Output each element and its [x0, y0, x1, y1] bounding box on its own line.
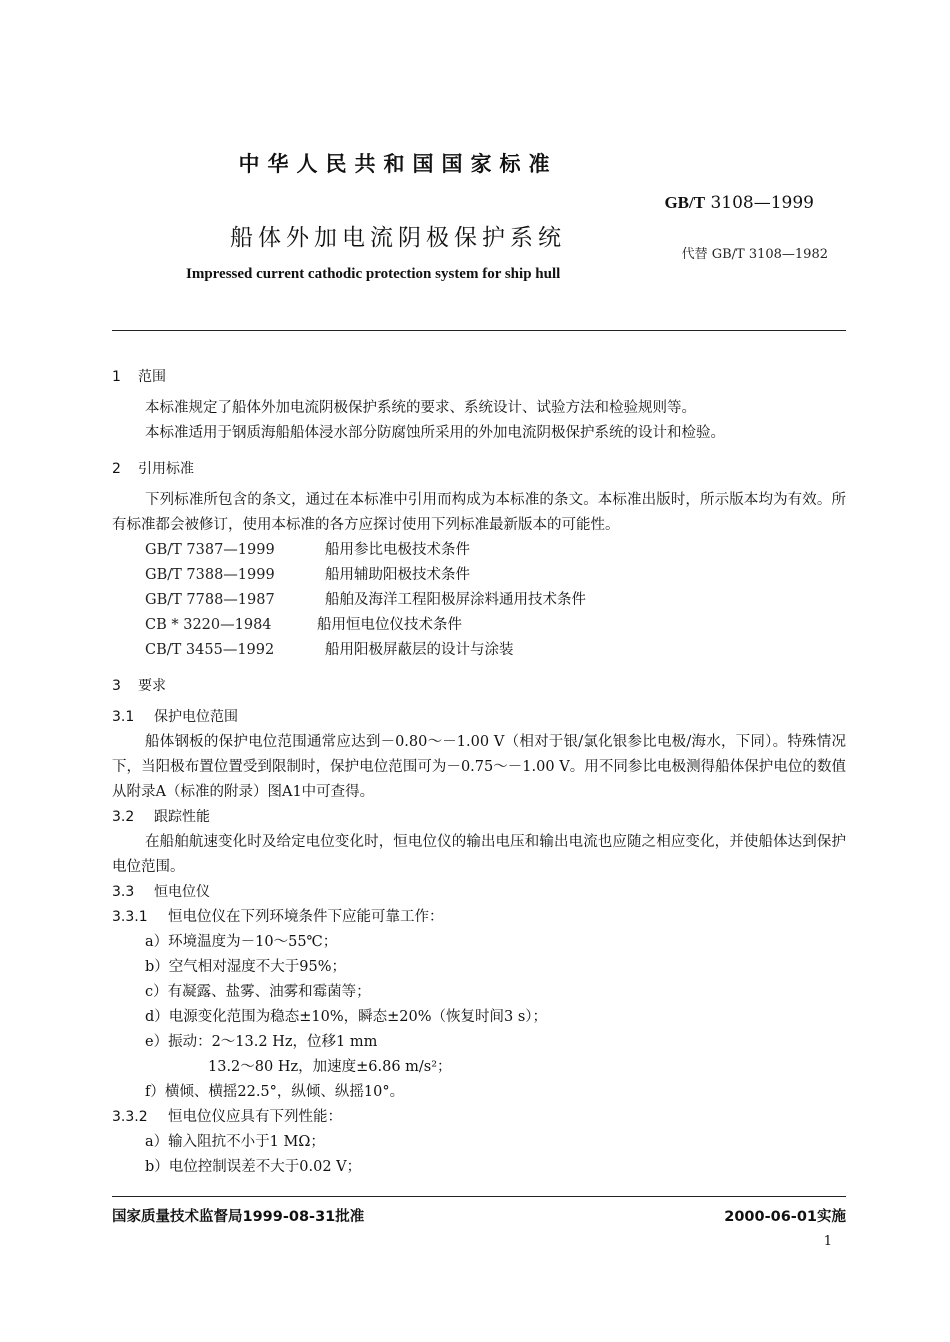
- paragraph: 本标准适用于钢质海船船体浸水部分防腐蚀所采用的外加电流阴极保护系统的设计和检验。: [145, 425, 725, 441]
- section-heading-normative-references: [112, 456, 846, 482]
- standard-code: 3108—1999: [710, 193, 814, 213]
- document-body: [112, 360, 846, 1180]
- reference-code: GB/T 7388—1999: [145, 567, 275, 583]
- footer-divider: [112, 1196, 846, 1197]
- clause-title: 恒电位仪在下列环境条件下应能可靠工作：: [168, 909, 444, 925]
- list-item: a）环境温度为－10～55℃；: [145, 934, 338, 950]
- national-standard-heading: 中华人民共和国国家标准: [238, 152, 558, 176]
- section-heading-scope: [112, 364, 846, 390]
- reference-item: [112, 638, 846, 663]
- subsection-number: 3.3: [112, 884, 135, 900]
- subsection-number: 3.1: [112, 709, 135, 725]
- list-item-continuation: 13.2～80 Hz，加速度±6.86 m/s²；: [208, 1059, 452, 1075]
- replaces-standard: 代替 GB/T 3108—1982: [681, 247, 828, 262]
- reference-code: CB * 3220—1984: [145, 617, 272, 633]
- subsection-number: 3.2: [112, 809, 135, 825]
- subsection-title: 跟踪性能: [154, 809, 210, 825]
- effective-date: 2000-06-01实施: [724, 1209, 846, 1225]
- english-title: Impressed current cathodic protection system for ship hull: [186, 266, 561, 282]
- subsection-heading: [112, 705, 846, 730]
- list-item: b）电位控制误差不大于0.02 V；: [145, 1159, 362, 1175]
- reference-title: 船用辅助阳极技术条件: [325, 567, 470, 583]
- subsection-title: 保护电位范围: [154, 709, 238, 725]
- list-item: c）有凝露、盐雾、油雾和霉菌等；: [145, 984, 371, 1000]
- list-item: d）电源变化范围为稳态±10%，瞬态±20%（恢复时间3 s）；: [145, 1009, 548, 1025]
- list-item: f）横倾、横摇22.5°，纵倾、纵摇10°。: [145, 1084, 405, 1100]
- section-number: 3: [112, 678, 121, 694]
- document-title: 船体外加电流阴极保护系统: [230, 225, 566, 251]
- reference-item: [112, 563, 846, 588]
- paragraph: 下列标准所包含的条文，通过在本标准中引用而构成为本标准的条文。本标准出版时，所示版本均为有效。所有标准都会被修订，使用本标准的各方应探讨使用下列标准最新版本的可能性。: [112, 492, 846, 533]
- section-number: 1: [112, 369, 121, 385]
- clause-heading: [112, 1105, 846, 1130]
- approval-date: 国家质量技术监督局1999-08-31批准: [112, 1209, 365, 1225]
- paragraph: 本标准规定了船体外加电流阴极保护系统的要求、系统设计、试验方法和检验规则等。: [145, 400, 696, 416]
- subsection-heading: [112, 880, 846, 905]
- reference-title: 船用参比电极技术条件: [325, 542, 470, 558]
- reference-item: [112, 588, 846, 613]
- section-title: 范围: [138, 369, 166, 385]
- clause-number: 3.3.1: [112, 909, 148, 925]
- list-item: e）振动：2～13.2 Hz，位移1 mm: [145, 1034, 378, 1050]
- reference-code: GB/T 7387—1999: [145, 542, 275, 558]
- section-title: 要求: [138, 678, 166, 694]
- page-number: 1: [823, 1234, 832, 1249]
- list-item: b）空气相对湿度不大于95%；: [145, 959, 347, 975]
- list-item: a）输入阻抗不小于1 MΩ；: [145, 1134, 325, 1150]
- reference-code: GB/T 7788—1987: [145, 592, 275, 608]
- clause-heading: [112, 905, 846, 930]
- header-divider: [112, 330, 846, 331]
- subsection-title: 恒电位仪: [154, 884, 210, 900]
- reference-code: CB/T 3455—1992: [145, 642, 275, 658]
- reference-item: [112, 538, 846, 563]
- paragraph: 船体钢板的保护电位范围通常应达到－0.80～－1.00 V（相对于银/氯化银参比电极/海水，下同）。特殊情况下，当阳极布置位置受到限制时，保护电位范围可为－0.75～－1.00 V。用不同参比电极测得船体保护电位的数值从附录A（标准的附录）图A1中可查得。: [112, 734, 846, 800]
- subsection-heading: [112, 805, 846, 830]
- reference-title: 船用恒电位仪技术条件: [317, 617, 462, 633]
- reference-title: 船用阳极屏蔽层的设计与涂装: [325, 642, 514, 658]
- paragraph: 在船舶航速变化时及给定电位变化时，恒电位仪的输出电压和输出电流也应随之相应变化，并使船体达到保护电位范围。: [112, 834, 846, 875]
- reference-title: 船舶及海洋工程阳极屏涂料通用技术条件: [325, 592, 586, 608]
- section-title: 引用标准: [138, 461, 194, 477]
- standard-prefix: GB/T: [664, 193, 706, 212]
- clause-title: 恒电位仪应具有下列性能：: [168, 1109, 342, 1125]
- section-number: 2: [112, 461, 121, 477]
- section-heading-requirements: [112, 673, 846, 699]
- standard-number: [600, 193, 814, 213]
- reference-item: [112, 613, 846, 638]
- clause-number: 3.3.2: [112, 1109, 148, 1125]
